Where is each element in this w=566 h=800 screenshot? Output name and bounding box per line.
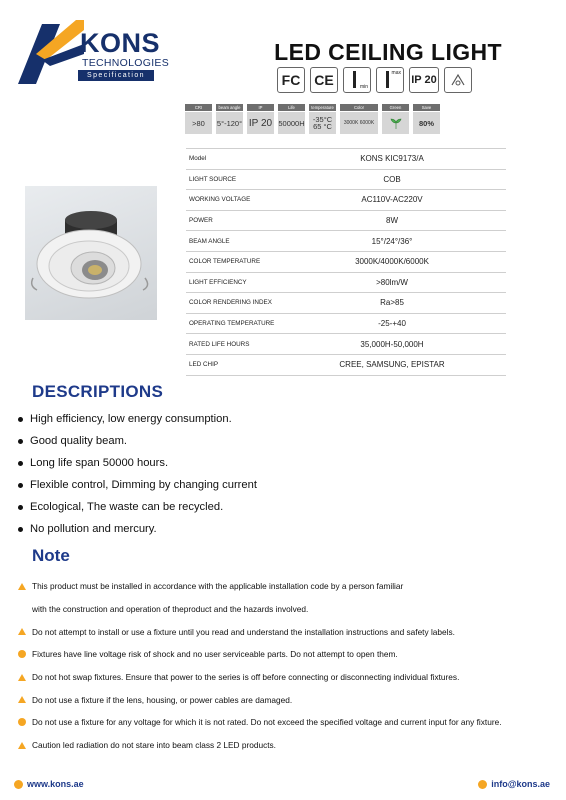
bullet-icon	[18, 417, 23, 422]
footer-website[interactable]: www.kons.ae	[14, 779, 84, 789]
spec-key: RATED LIFE HOURS	[186, 334, 278, 355]
note-item	[18, 620, 553, 643]
spec-row	[186, 334, 506, 355]
spec-value: >80lm/W	[278, 272, 506, 293]
note-item	[18, 575, 553, 598]
company-logo	[14, 14, 170, 86]
spec-row	[186, 149, 506, 170]
warning-icon	[18, 742, 26, 749]
note-text: Do not hot swap fixtures. Ensure that power to the series is off before connecting or disconnecting individual fixtures.	[32, 672, 460, 683]
note-item	[18, 734, 553, 757]
globe-icon	[14, 780, 23, 789]
description-text: Good quality beam.	[30, 435, 128, 447]
bullet-icon	[18, 439, 23, 444]
description-text: Ecological, The waste can be recycled.	[30, 501, 224, 513]
description-text: High efficiency, low energy consumption.	[30, 413, 232, 425]
kons-logo-mark-icon	[14, 14, 84, 86]
description-item	[18, 408, 257, 430]
ce-icon: CE	[310, 67, 338, 93]
spec-row	[186, 313, 506, 334]
note-text: Fixtures have line voltage risk of shock and no user serviceable parts. Do not attempt to open them.	[32, 649, 398, 660]
spec-key: WORKING VOLTAGE	[186, 190, 278, 211]
spec-value: 8W	[278, 210, 506, 231]
spec-table	[186, 148, 506, 376]
note-text: Do not attempt to install or use a fixture until you read and understand the installation instructions and safety labels.	[32, 626, 455, 637]
spec-key: LIGHT SOURCE	[186, 169, 278, 190]
description-item	[18, 474, 257, 496]
spec-green: Green	[382, 104, 409, 134]
spec-key: LIGHT EFFICIENCY	[186, 272, 278, 293]
note-heading: Note	[32, 546, 70, 565]
note-text: Do not use a fixture if the lens, housing, or power cables are damaged.	[32, 694, 293, 705]
description-text: Long life span 50000 hours.	[30, 457, 169, 469]
footer-email[interactable]: info@kons.ae	[478, 779, 550, 789]
spec-icon-bar	[185, 104, 440, 134]
spec-value: Ra>85	[278, 293, 506, 314]
spec-row	[186, 231, 506, 252]
spec-key: Model	[186, 149, 278, 170]
description-item	[18, 430, 257, 452]
email-icon	[478, 780, 487, 789]
brand-name: KONS	[80, 28, 161, 58]
description-item	[18, 496, 257, 518]
dimmable-icon	[444, 67, 472, 93]
spec-key: OPERATING TEMPERATURE	[186, 313, 278, 334]
brand-subtitle: TECHNOLOGIES	[82, 57, 170, 69]
note-text: This product must be installed in accordance with the applicable installation code by a person familiar	[32, 581, 404, 592]
info-icon	[18, 718, 26, 726]
spec-value: CREE, SAMSUNG, EPISTAR	[278, 354, 506, 375]
note-item	[18, 711, 553, 734]
description-text: No pollution and mercury.	[30, 523, 157, 535]
spec-row	[186, 272, 506, 293]
spec-cri: CRI >80	[185, 104, 212, 134]
max-temp-icon: max	[376, 67, 404, 93]
note-item	[18, 643, 553, 666]
spec-value: 15°/24°/36°	[278, 231, 506, 252]
spec-key: COLOR TEMPERATURE	[186, 251, 278, 272]
spec-key: COLOR RENDERING INDEX	[186, 293, 278, 314]
spec-color: Color 3000K 6000K	[340, 104, 378, 134]
spec-row	[186, 354, 506, 375]
bullet-icon	[18, 505, 23, 510]
spec-row	[186, 210, 506, 231]
spec-value: 35,000H-50,000H	[278, 334, 506, 355]
spec-value: COB	[278, 169, 506, 190]
min-temp-icon: min	[343, 67, 371, 93]
note-text: with the construction and operation of theproduct and the hazards involved.	[32, 604, 309, 615]
note-text: Do not use a fixture for any voltage for which it is not rated. Do not exceed the specified voltage and current input for any fixture.	[32, 717, 502, 728]
ip20-icon: IP 20	[409, 67, 439, 93]
leaf-icon	[382, 112, 409, 134]
spec-row	[186, 293, 506, 314]
spec-key: BEAM ANGLE	[186, 231, 278, 252]
spec-key: POWER	[186, 210, 278, 231]
spec-row	[186, 190, 506, 211]
note-item	[18, 666, 553, 689]
description-item	[18, 518, 257, 540]
description-item	[18, 452, 257, 474]
description-text: Flexible control, Dimming by changing current	[30, 479, 257, 491]
spec-save: Save 80%	[413, 104, 440, 134]
bullet-icon	[18, 483, 23, 488]
spec-value: AC110V-AC220V	[278, 190, 506, 211]
spec-row	[186, 169, 506, 190]
descriptions-list	[18, 408, 257, 540]
warning-icon	[18, 583, 26, 590]
warning-icon	[18, 628, 26, 635]
notes-list	[18, 575, 553, 757]
spec-beam-angle: beam angle 5°-120°	[216, 104, 243, 134]
descriptions-heading: DESCRIPTIONS	[32, 382, 164, 401]
warning-icon	[18, 674, 26, 681]
brand-tagline: Specification	[78, 70, 154, 81]
note-item	[18, 688, 553, 711]
spec-ip: IP IP 20	[247, 104, 274, 134]
spec-life: Life 50000H	[278, 104, 305, 134]
note-text: Caution led radiation do not stare into beam class 2 LED products.	[32, 740, 276, 751]
bullet-icon	[18, 527, 23, 532]
bullet-icon	[18, 461, 23, 466]
info-icon	[18, 650, 26, 658]
fcc-icon: FC	[277, 67, 305, 93]
spec-value: KONS KIC9173/A	[278, 149, 506, 170]
spec-temperature: temperature -35°C 65 °C	[309, 104, 336, 134]
spec-value: 3000K/4000K/6000K	[278, 251, 506, 272]
certification-icons	[277, 67, 472, 93]
spec-key: LED CHIP	[186, 354, 278, 375]
page-title: LED CEILING LIGHT	[274, 39, 502, 65]
note-item	[18, 598, 553, 621]
product-image	[25, 186, 157, 320]
spec-row	[186, 251, 506, 272]
warning-icon	[18, 696, 26, 703]
spec-value: -25-+40	[278, 313, 506, 334]
